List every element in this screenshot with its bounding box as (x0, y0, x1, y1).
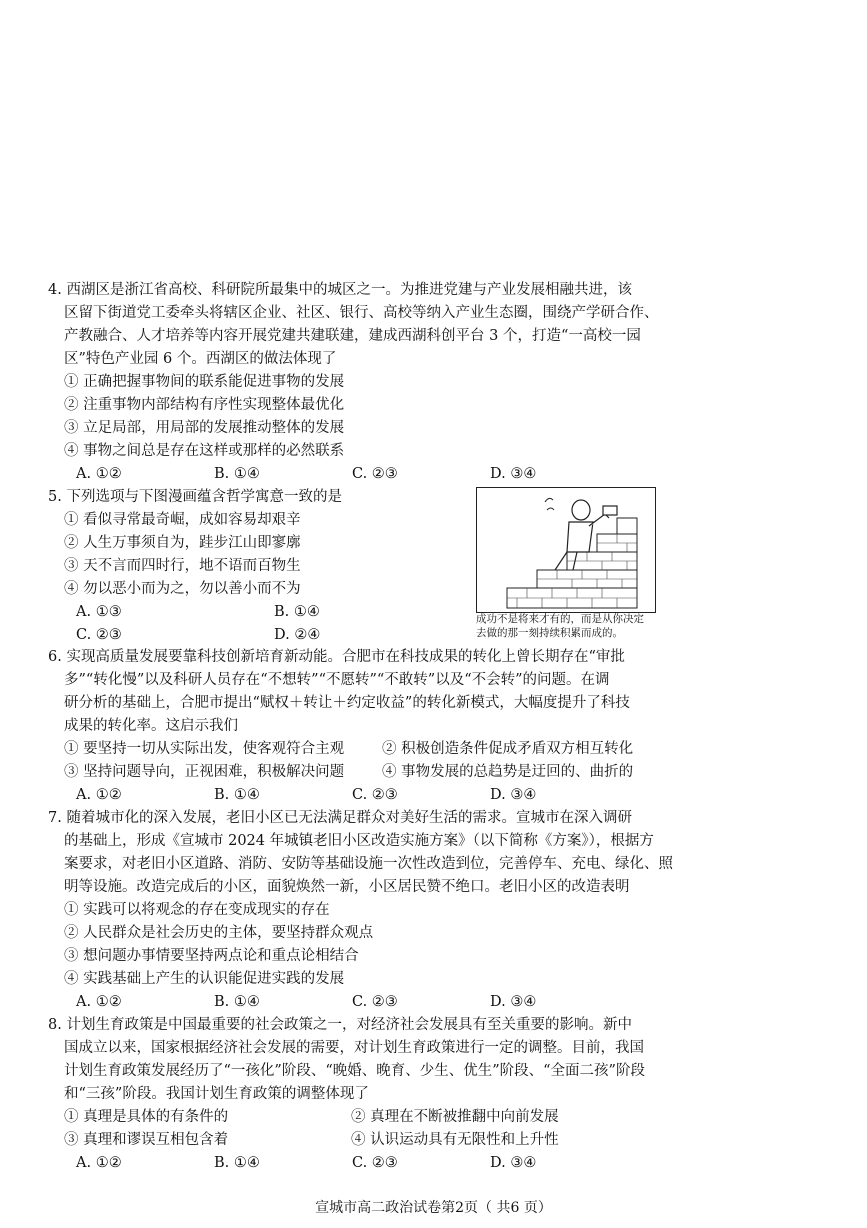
option-statement: ③ 坚持问题导向，正视困难，积极解决问题 (64, 764, 345, 780)
option-statement: ① 看似寻常最奇崛，成如容易却艰辛 (64, 512, 301, 528)
choice-d: D. ③④ (490, 1155, 537, 1171)
choice-a: A. ①③ (76, 604, 122, 620)
choice-c: C. ②③ (352, 466, 398, 482)
question-stem-line: 研分析的基础上，合肥市提出“赋权＋转让＋约定收益”的转化新模式，大幅度提升了科技 (64, 695, 630, 711)
option-statement: ④ 事物之间总是存在这样或那样的必然联系 (64, 443, 345, 459)
choice-a: A. ①② (76, 994, 122, 1010)
question-stem-line: 成果的转化率。这启示我们 (64, 718, 238, 734)
question-stem-line: 7. 随着城市化的深入发展，老旧小区已无法满足群众对美好生活的需求。宣城市在深入调研 (48, 810, 632, 826)
option-statement: ② 人生万事须自为，跬步江山即寥廓 (64, 535, 301, 551)
choice-b: B. ①④ (214, 466, 260, 482)
question-stem-line: 6. 实现高质量发展要靠科技创新培育新动能。合肥市在科技成果的转化上曾长期存在“审批 (48, 649, 625, 665)
option-statement: ② 积极创造条件促成矛盾双方相互转化 (382, 741, 634, 757)
choice-b: B. ①④ (214, 787, 260, 803)
option-statement: ③ 想问题办事情要坚持两点论和重点论相结合 (64, 948, 359, 964)
choice-d: D. ③④ (490, 466, 537, 482)
choice-c: C. ②③ (352, 994, 398, 1010)
question-stem-line: 的基础上，形成《宣城市 2024 年城镇老旧小区改造实施方案》（以下简称《方案》），根据方 (64, 833, 654, 849)
question-stem-line: 5. 下列选项与下图漫画蕴含哲学寓意一致的是 (48, 489, 342, 505)
choice-c: C. ②③ (352, 1155, 398, 1171)
option-statement: ① 正确把握事物间的联系能促进事物的发展 (64, 374, 345, 390)
choice-c: C. ②③ (76, 627, 122, 643)
choice-a: A. ①② (76, 466, 122, 482)
option-statement: ② 人民群众是社会历史的主体，要坚持群众观点 (64, 925, 374, 941)
option-statement: ① 实践可以将观念的存在变成现实的存在 (64, 902, 330, 918)
option-statement: ② 真理在不断被推翻中向前发展 (351, 1109, 559, 1125)
option-statement: ① 要坚持一切从实际出发，使客观符合主观 (64, 741, 345, 757)
question-stem-line: 区留下街道党工委牵头将辖区企业、社区、银行、高校等纳入产业生态圈，围绕产学研合作、 (64, 305, 659, 321)
choice-d: D. ③④ (490, 787, 537, 803)
option-statement: ④ 认识运动具有无限性和上升性 (351, 1132, 559, 1148)
choice-b: B. ①④ (214, 994, 260, 1010)
choice-a: A. ①② (76, 1155, 122, 1171)
choice-b: B. ①④ (274, 604, 320, 620)
option-statement: ① 真理是具体的有条件的 (64, 1109, 229, 1125)
page-footer: 宣城市高二政治试卷第2页（ 共6 页） (315, 1200, 552, 1216)
option-statement: ④ 勿以恶小而为之，勿以善小而不为 (64, 581, 301, 597)
cartoon-illustration (476, 487, 656, 613)
option-statement: ④ 事物发展的总趋势是迂回的、曲折的 (382, 764, 634, 780)
choice-d: D. ②④ (274, 627, 321, 643)
cartoon-caption: 成功不是将来才有的，而是从你决定 去做的那一刻持续积累而成的。 (476, 613, 644, 639)
question-stem-line: 计划生育政策发展经历了“一孩化”阶段、“晚婚、晚育、少生、优生”阶段、“全面二孩”阶段 (64, 1063, 645, 1079)
choice-a: A. ①② (76, 787, 122, 803)
question-stem-line: 和“三孩”阶段。我国计划生育政策的调整体现了 (64, 1086, 369, 1102)
choice-c: C. ②③ (352, 787, 398, 803)
question-stem-line: 区”特色产业园 6 个。西湖区的做法体现了 (64, 351, 337, 367)
question-stem-line: 多”“转化慢”以及科研人员存在“不想转”“不愿转”“不敢转”以及“不会转”的问题。在调 (64, 672, 610, 688)
option-statement: ③ 天不言而四时行，地不语而百物生 (64, 558, 301, 574)
question-stem-line: 国成立以来，国家根据经济社会发展的需要，对计划生育政策进行一定的调整。目前，我国 (64, 1040, 644, 1056)
option-statement: ③ 立足局部，用局部的发展推动整体的发展 (64, 420, 345, 436)
choice-d: D. ③④ (490, 994, 537, 1010)
question-stem-line: 4. 西湖区是浙江省高校、科研院所最集中的城区之一。为推进党建与产业发展相融共进，该 (48, 282, 632, 298)
option-statement: ② 注重事物内部结构有序性实现整体最优化 (64, 397, 345, 413)
question-stem-line: 案要求，对老旧小区道路、消防、安防等基础设施一次性改造到位，完善停车、充电、绿化、照 (64, 856, 673, 872)
question-stem-line: 明等设施。改造完成后的小区，面貌焕然一新，小区居民赞不绝口。老旧小区的改造表明 (64, 879, 630, 895)
option-statement: ④ 实践基础上产生的认识能促进实践的发展 (64, 971, 345, 987)
choice-b: B. ①④ (214, 1155, 260, 1171)
question-stem-line: 8. 计划生育政策是中国最重要的社会政策之一，对经济社会发展具有至关重要的影响。新中 (48, 1017, 632, 1033)
question-stem-line: 产教融合、人才培养等内容开展党建共建联建，建成西湖科创平台 3 个，打造“一高校一园 (64, 328, 641, 344)
option-statement: ③ 真理和谬误互相包含着 (64, 1132, 229, 1148)
